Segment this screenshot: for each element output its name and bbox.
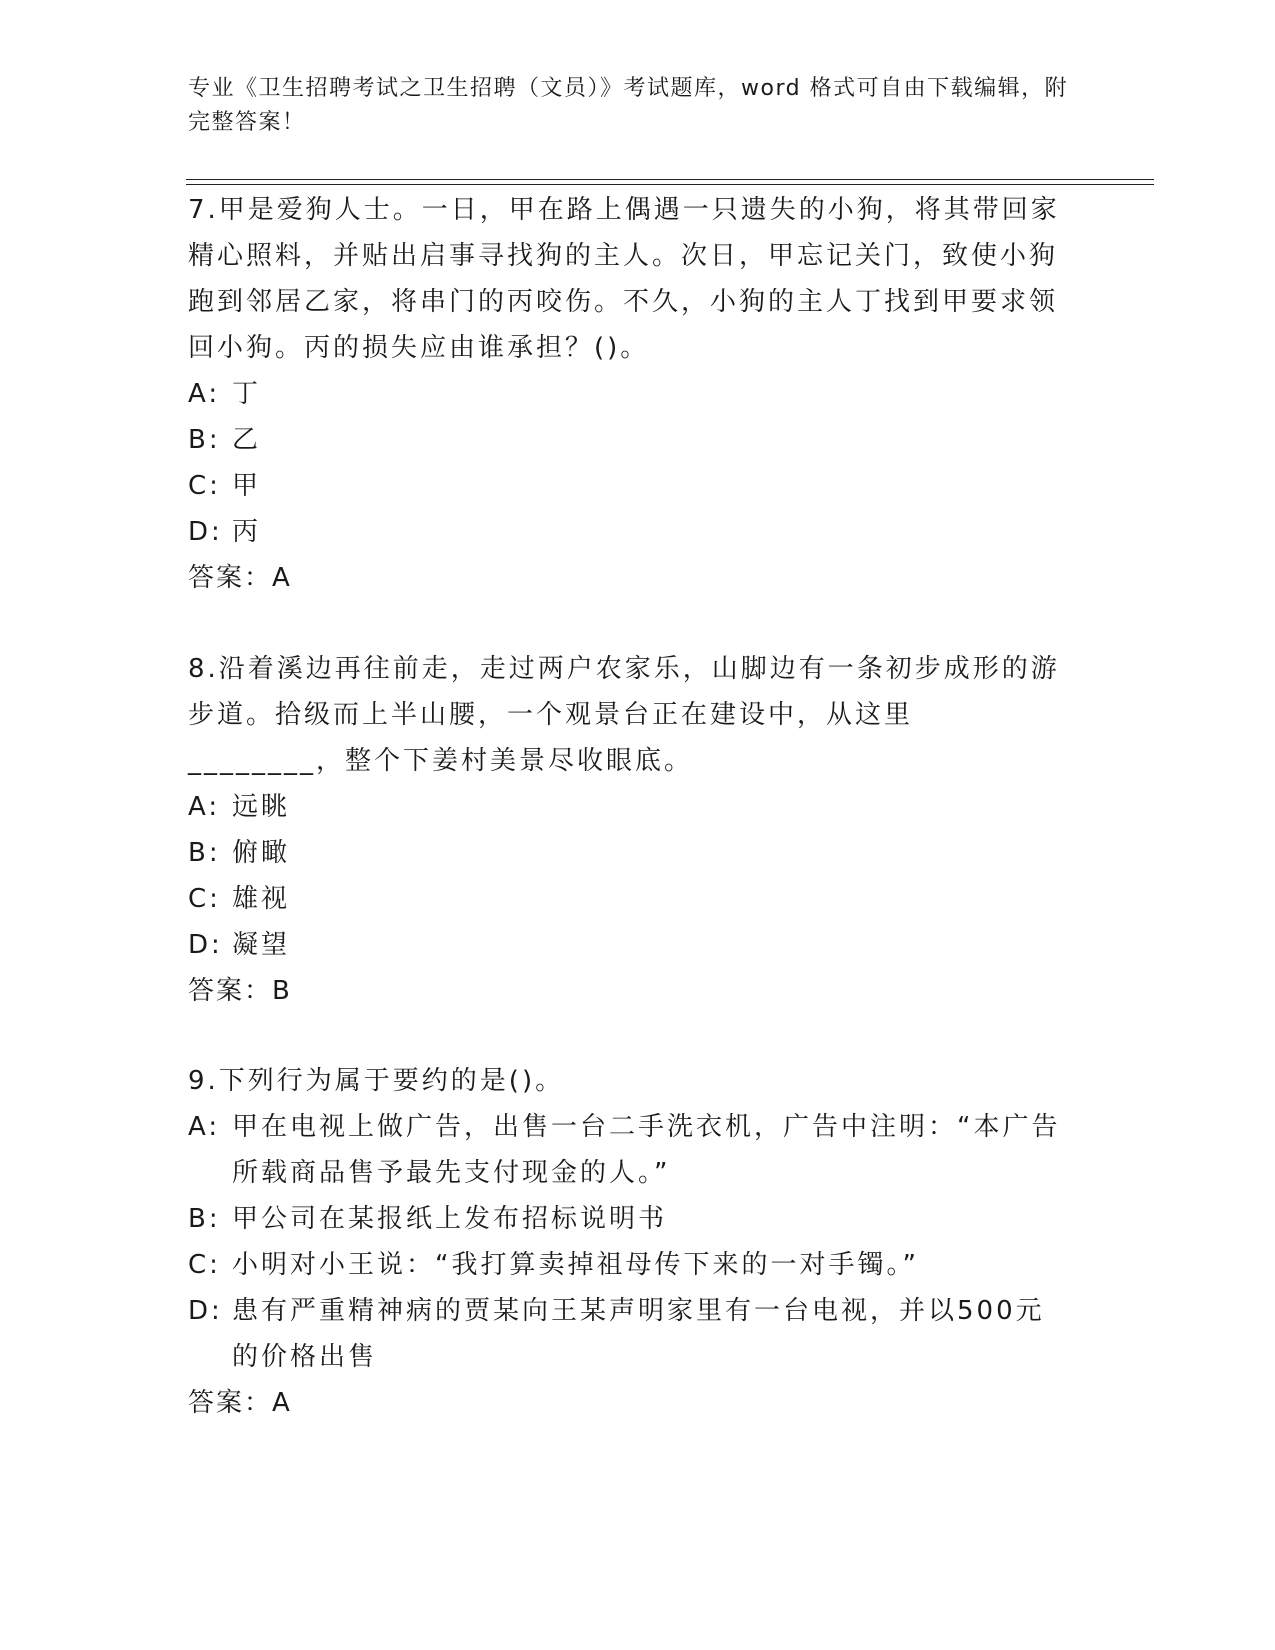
option-text: 乙 [232, 425, 262, 455]
option-c [188, 1242, 1068, 1288]
option-a [188, 784, 1068, 830]
answer-line: 答案：B [188, 976, 292, 1006]
option-letter: B: [188, 425, 221, 455]
option-letter: A: [188, 379, 221, 409]
option-letter: C: [188, 1250, 221, 1280]
option-b [188, 830, 1068, 876]
option-text: 丁 [232, 379, 262, 409]
option-text: 甲 [232, 471, 262, 501]
option-text: 甲在电视上做广告，出售一台二手洗衣机，广告中注明：“本广告所载商品售予最先支付现金的人。” [232, 1112, 1061, 1188]
option-letter: C: [188, 471, 221, 501]
document-header: 专业《卫生招聘考试之卫生招聘（文员）》考试题库，word 格式可自由下载编辑，附完整答案！ [188, 76, 1069, 135]
option-a [188, 371, 1068, 417]
option-d [188, 922, 1068, 968]
option-letter: D: [188, 930, 223, 960]
option-d [188, 1288, 1068, 1380]
option-letter: A: [188, 792, 221, 822]
option-text: 俯瞰 [232, 838, 291, 868]
answer-line: 答案：A [188, 1388, 292, 1418]
option-letter: A: [188, 1112, 221, 1142]
answer-line: 答案：A [188, 563, 292, 593]
option-c [188, 463, 1068, 509]
option-a [188, 1104, 1068, 1196]
option-b [188, 1196, 1068, 1242]
option-letter: C: [188, 884, 221, 914]
header-divider-bottom [186, 184, 1154, 185]
option-text: 小明对小王说：“我打算卖掉祖母传下来的一对手镯。” [232, 1250, 919, 1280]
option-d [188, 509, 1068, 555]
option-text: 远眺 [232, 792, 291, 822]
question-9 [188, 1058, 1068, 1426]
option-letter: B: [188, 838, 221, 868]
option-letter: D: [188, 1296, 223, 1326]
option-letter: B: [188, 1204, 221, 1234]
option-text: 患有严重精神病的贾某向王某声明家里有一台电视，并以500元的价格出售 [232, 1296, 1045, 1372]
option-letter: D: [188, 517, 223, 547]
question-8 [188, 646, 1068, 1014]
option-text: 甲公司在某报纸上发布招标说明书 [232, 1204, 668, 1234]
option-text: 丙 [232, 517, 262, 547]
question-7 [188, 187, 1068, 601]
option-text: 凝望 [232, 930, 291, 960]
question-stem: 8.沿着溪边再往前走，走过两户农家乐，山脚边有一条初步成形的游步道。拾级而上半山腰，一个观景台正在建设中，从这里________，整个下姜村美景尽收眼底。 [188, 654, 1060, 776]
header-divider-top [186, 179, 1154, 180]
option-b [188, 417, 1068, 463]
question-stem: 9.下列行为属于要约的是()。 [188, 1066, 565, 1096]
option-c [188, 876, 1068, 922]
option-text: 雄视 [232, 884, 291, 914]
question-stem: 7.甲是爱狗人士。一日，甲在路上偶遇一只遗失的小狗，将其带回家精心照料，并贴出启事寻找狗的主人。次日，甲忘记关门，致使小狗跑到邻居乙家，将串门的丙咬伤。不久，小狗的主人丁找到甲要求领回小狗。丙的损失应由谁承担？()。 [188, 195, 1060, 363]
